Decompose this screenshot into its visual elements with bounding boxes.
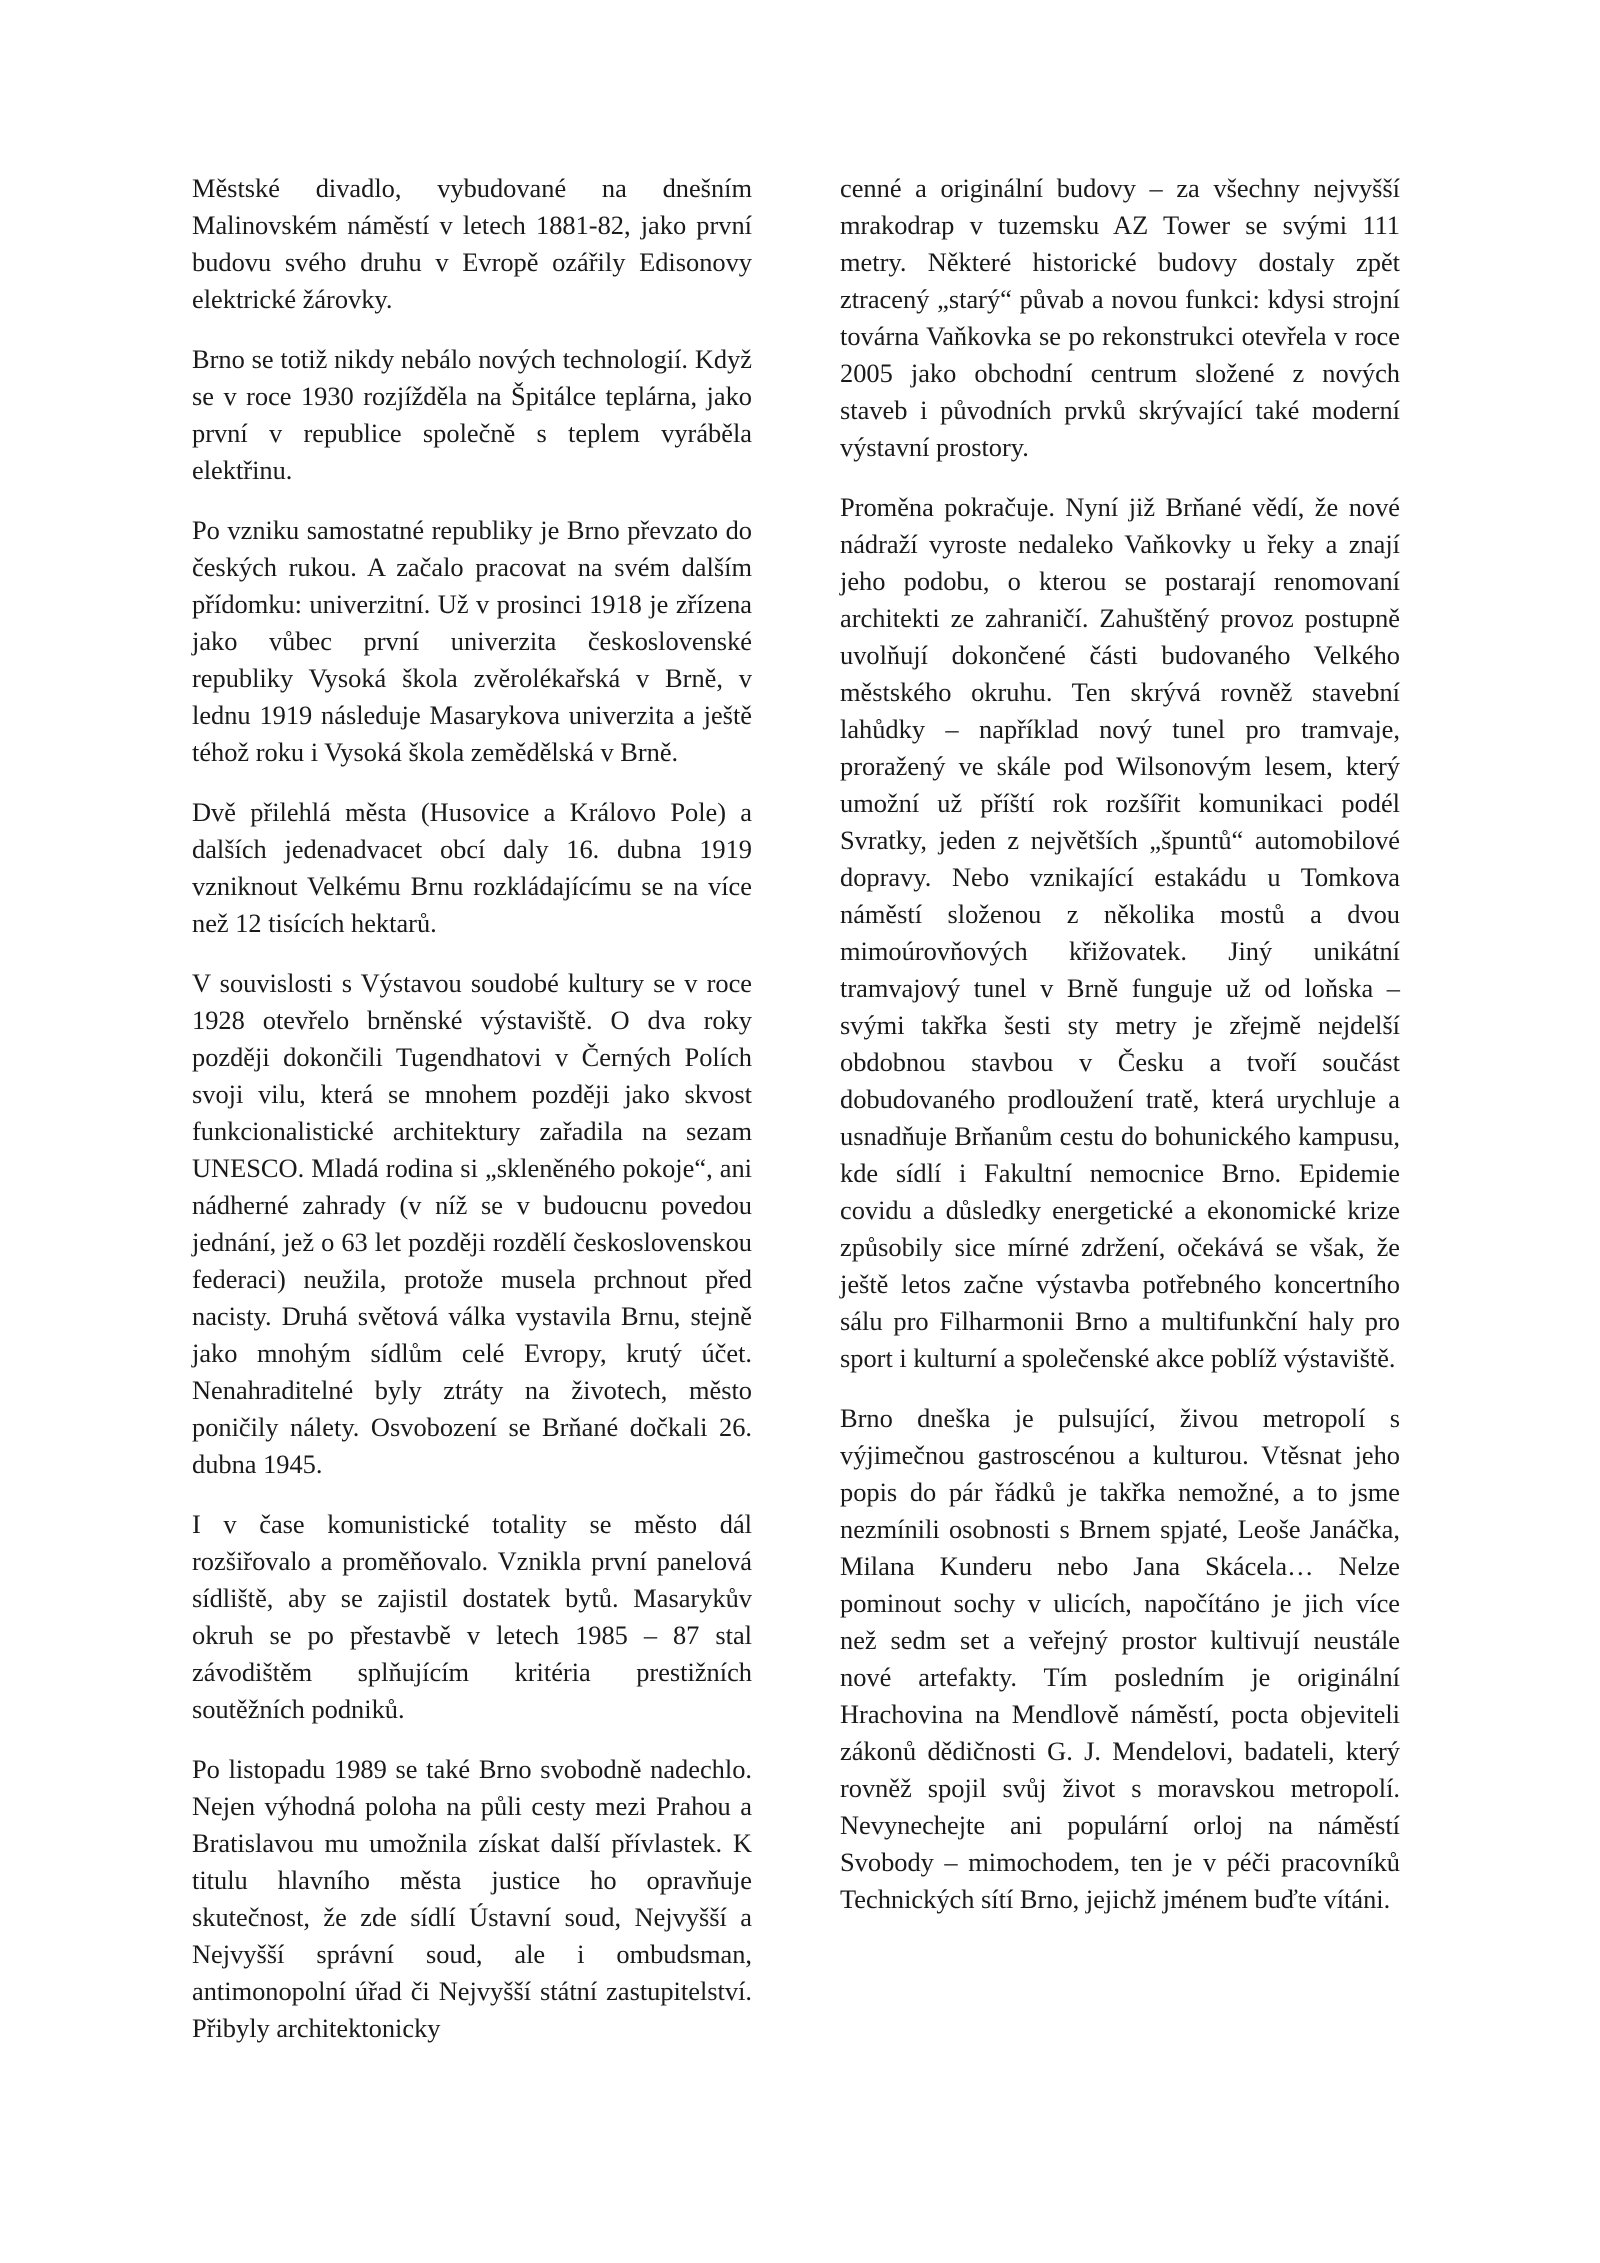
- paragraph: Městské divadlo, vybudované na dnešním Malinovském náměstí v letech 1881-82, jako první budovu svého druhu v Evropě ozářily Edisonovy elektrické žárovky.: [192, 173, 752, 314]
- paragraph: Po vzniku samostatné republiky je Brno převzato do českých rukou. A začalo pracovat na svém dalším přídomku: univerzitní. Už v prosinci 1918 je zřízena jako vůbec první univerzita československé republiky Vysoká škola zvěrolékařská v Brně, v lednu 1919 následuje Masarykova univerzita a ještě téhož roku i Vysoká škola zemědělská v Brně.: [192, 515, 752, 767]
- paragraph: Brno dneška je pulsující, živou metropolí s výjimečnou gastroscénou a kulturou. Vtěsnat jeho popis do pár řádků je takřka nemožné, a to jsme nezmínili osobnosti s Brnem spjaté, Leoše Janáčka, Milana Kunderu nebo Jana Skácela… Nelze pominout sochy v ulicích, napočítáno je jich více než sedm set a veřejný prostor kultivují neustále nové artefakty. Tím posledním je originální Hrachovina na Mendlově náměstí, pocta objeviteli zákonů dědičnosti G. J. Mendelovi, badateli, který rovněž spojil svůj život s moravskou metropolí. Nevynechejte ani populární orloj na náměstí Svobody – mimochodem, ten je v péči pracovníků Technických sítí Brno, jejichž jménem buďte vítáni.: [840, 1403, 1400, 1914]
- paragraph: Dvě přilehlá města (Husovice a Královo Pole) a dalších jedenadvacet obcí daly 16. dubna 1919 vzniknout Velkému Brnu rozkládajícímu se na více než 12 tisících hektarů.: [192, 797, 752, 938]
- left-text-column: [192, 170, 752, 2047]
- paragraph: Brno se totiž nikdy nebálo nových technologií. Když se v roce 1930 rozjížděla na Špitálce teplárna, jako první v republice společně s teplem vyráběla elektřinu.: [192, 344, 752, 485]
- paragraph: Po listopadu 1989 se také Brno svobodně nadechlo. Nejen výhodná poloha na půli cesty mezi Prahou a Bratislavou mu umožnila získat další přívlastek. K titulu hlavního města justice ho opravňuje skutečnost, že zde sídlí Ústavní soud, Nejvyšší a Nejvyšší správní soud, ale i ombudsman, antimonopolní úřad či Nejvyšší státní zastupitelství. Přibyly architektonicky: [192, 1754, 752, 2043]
- paragraph: V souvislosti s Výstavou soudobé kultury se v roce 1928 otevřelo brněnské výstaviště. O dva roky později dokončili Tugendhatovi v Černých Polích svoji vilu, která se mnohem později jako skvost funkcionalistické architektury zařadila na sezam UNESCO. Mladá rodina si „skleněného pokoje“, ani nádherné zahrady (v níž se v budoucnu povedou jednání, jež o 63 let později rozdělí československou federaci) neužila, protože musela prchnout před nacisty. Druhá světová válka vystavila Brnu, stejně jako mnohým sídlům celé Evropy, krutý účet. Nenahraditelné byly ztráty na životech, město poničily nálety. Osvobození se Brňané dočkali 26. dubna 1945.: [192, 968, 752, 1479]
- right-text-column: [840, 170, 1400, 1918]
- paragraph: Proměna pokračuje. Nyní již Brňané vědí, že nové nádraží vyroste nedaleko Vaňkovky u řeky a znají jeho podobu, o kterou se postarají renomovaní architekti ze zahraničí. Zahuštěný provoz postupně uvolňují dokončené části budovaného Velkého městského okruhu. Ten skrývá rovněž stavební lahůdky – například nový tunel pro tramvaje, proražený ve skále pod Wilsonovým lesem, který umožní už příští rok rozšířit komunikaci podél Svratky, jeden z největších „špuntů“ automobilové dopravy. Nebo vznikající estakádu u Tomkova náměstí složenou z několika mostů a dvou mimoúrovňových křižovatek. Jiný unikátní tramvajový tunel v Brně funguje už od loňska – svými takřka šesti sty metry je zřejmě nejdelší obdobnou stavbou v Česku a tvoří součást dobudovaného prodloužení tratě, která urychluje a usnadňuje Brňanům cestu do bohunického kampusu, kde sídlí i Fakultní nemocnice Brno. Epidemie covidu a důsledky energetické a ekonomické krize způsobily sice mírné zdržení, očekává se však, že ještě letos začne výstavba potřebného koncertního sálu pro Filharmonii Brno a multifunkční haly pro sport i kulturní a společenské akce poblíž výstaviště.: [840, 492, 1400, 1373]
- paragraph: I v čase komunistické totality se město dál rozšiřovalo a proměňovalo. Vznikla první panelová sídliště, aby se zajistil dostatek bytů. Masarykův okruh se po přestavbě v letech 1985 – 87 stal závodištěm splňujícím kritéria prestižních soutěžních podniků.: [192, 1509, 752, 1724]
- paragraph: cenné a originální budovy – za všechny nejvyšší mrakodrap v tuzemsku AZ Tower se svými 111 metry. Některé historické budovy dostaly zpět ztracený „starý“ půvab a novou funkci: kdysi strojní továrna Vaňkovka se po rekonstrukci otevřela v roce 2005 jako obchodní centrum složené z nových staveb i původních prvků skrývající také moderní výstavní prostory.: [840, 173, 1400, 462]
